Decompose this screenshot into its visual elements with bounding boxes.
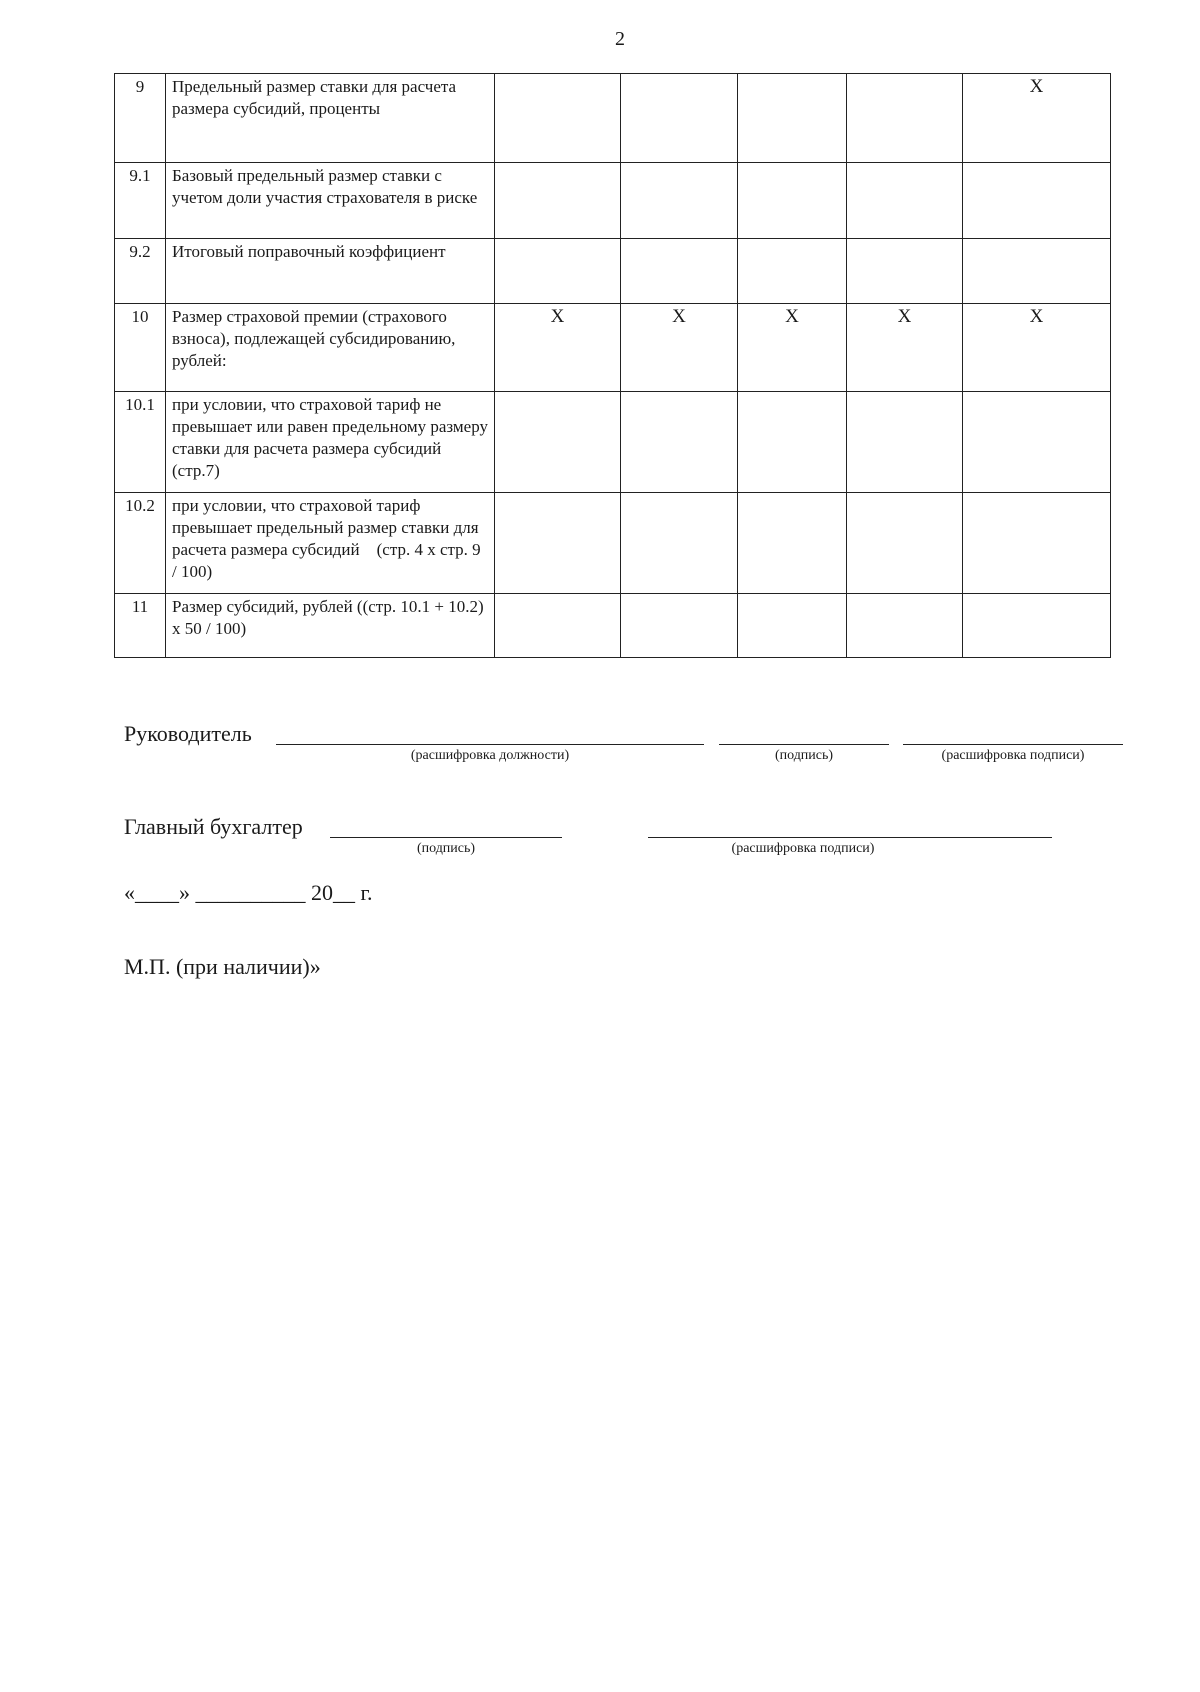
table-cell <box>847 493 963 594</box>
table-row <box>115 163 1111 239</box>
row-number: 9.1 <box>115 163 166 239</box>
table-row <box>115 304 1111 392</box>
table-cell <box>738 594 847 658</box>
table-cell: X <box>738 304 847 392</box>
table-cell <box>621 493 738 594</box>
row-label: Размер страховой премии (страхового взноса), подлежащей субсидированию, рублей: <box>166 304 495 392</box>
row-number: 10.2 <box>115 493 166 594</box>
table-cell <box>963 594 1111 658</box>
head-name-caption: (расшифровка подписи) <box>941 748 1085 763</box>
table-cell <box>847 594 963 658</box>
row-number: 9.2 <box>115 239 166 304</box>
table-cell: X <box>621 304 738 392</box>
table-cell <box>495 163 621 239</box>
row-number: 9 <box>115 74 166 163</box>
table-cell <box>621 239 738 304</box>
table-cell <box>738 239 847 304</box>
table-cell <box>495 392 621 493</box>
table-row <box>115 493 1111 594</box>
table-cell <box>963 163 1111 239</box>
table-cell <box>621 163 738 239</box>
table-cell <box>621 392 738 493</box>
accountant-signature-line[interactable] <box>330 837 562 838</box>
calculation-table <box>114 73 1111 658</box>
head-signature-line[interactable] <box>719 744 889 745</box>
date-line[interactable]: «____» __________ 20__ г. <box>124 880 373 905</box>
head-signature-caption: (подпись) <box>774 748 834 763</box>
accountant-name-line[interactable] <box>648 837 1052 838</box>
row-label: Предельный размер ставки для расчета размера субсидий, проценты <box>166 74 495 163</box>
table-cell <box>847 74 963 163</box>
table-cell <box>963 239 1111 304</box>
row-number: 10 <box>115 304 166 392</box>
table-row <box>115 594 1111 658</box>
table-cell <box>738 493 847 594</box>
row-label: Итоговый поправочный коэффициент <box>166 239 495 304</box>
table-row <box>115 74 1111 163</box>
table-cell <box>621 594 738 658</box>
table-cell <box>847 163 963 239</box>
table-cell <box>495 594 621 658</box>
head-name-line[interactable] <box>903 744 1123 745</box>
table-cell: X <box>963 304 1111 392</box>
head-position-caption: (расшифровка должности) <box>410 748 570 763</box>
row-label: при условии, что страховой тариф превышает предельный размер ставки для расчета размера субсидий (стр. 4 х стр. 9 / 100) <box>166 493 495 594</box>
table-cell: X <box>847 304 963 392</box>
table-cell <box>738 392 847 493</box>
head-label: Руководитель <box>124 721 252 746</box>
table-cell <box>738 74 847 163</box>
page-number: 2 <box>615 28 625 50</box>
accountant-label: Главный бухгалтер <box>124 814 303 839</box>
table-cell: X <box>963 74 1111 163</box>
row-number: 10.1 <box>115 392 166 493</box>
table-cell: X <box>495 304 621 392</box>
row-label: при условии, что страховой тариф не превышает или равен предельному размеру ставки для расчета размера субсидий (стр.7) <box>166 392 495 493</box>
table-cell <box>495 239 621 304</box>
table-row <box>115 239 1111 304</box>
table-cell <box>847 239 963 304</box>
table-cell <box>963 493 1111 594</box>
stamp-note: М.П. (при наличии)» <box>124 954 321 979</box>
table-cell <box>738 163 847 239</box>
accountant-signature-caption: (подпись) <box>416 841 476 856</box>
row-label: Размер субсидий, рублей ((стр. 10.1 + 10.2) х 50 / 100) <box>166 594 495 658</box>
row-label: Базовый предельный размер ставки с учетом доли участия страхователя в риске <box>166 163 495 239</box>
row-number: 11 <box>115 594 166 658</box>
table-cell <box>495 74 621 163</box>
table-cell <box>847 392 963 493</box>
table-cell <box>621 74 738 163</box>
table-row <box>115 392 1111 493</box>
accountant-name-caption: (расшифровка подписи) <box>731 841 875 856</box>
table-cell <box>495 493 621 594</box>
head-position-line[interactable] <box>276 744 704 745</box>
table-cell <box>963 392 1111 493</box>
